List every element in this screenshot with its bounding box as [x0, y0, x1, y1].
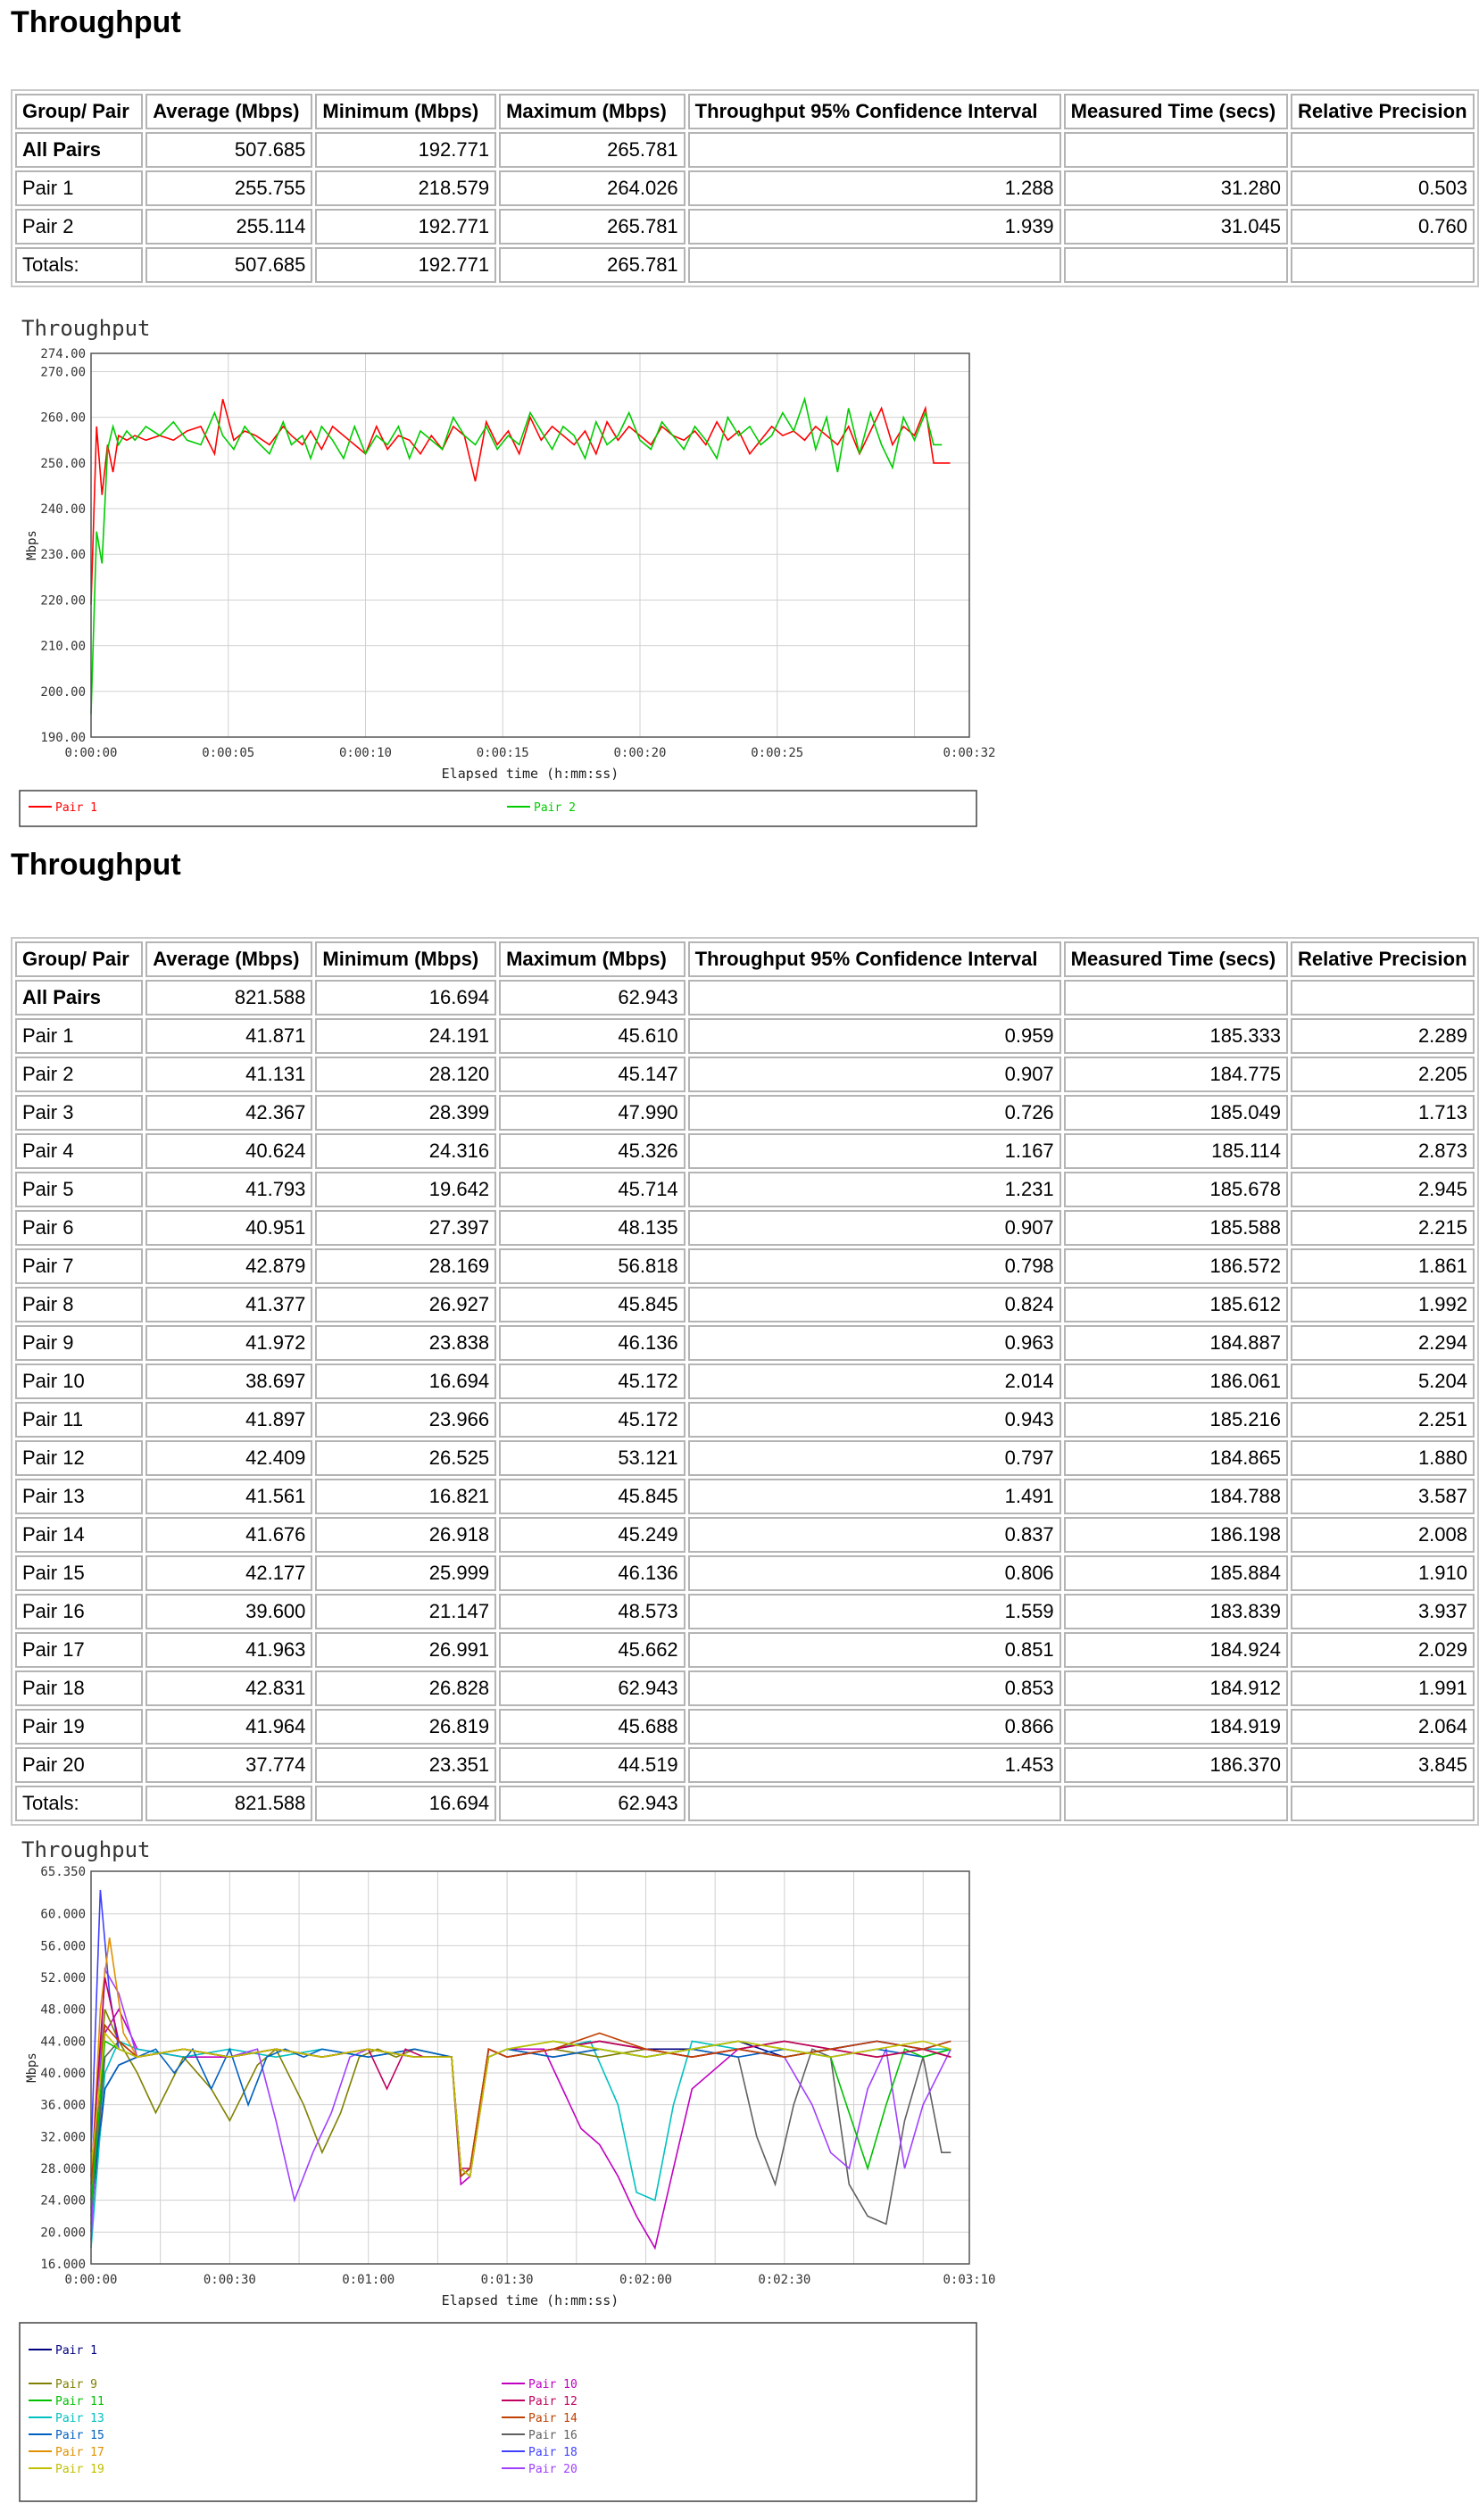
table-cell: 0.866: [688, 1709, 1061, 1745]
table-cell: 45.172: [499, 1364, 685, 1399]
legend-label: Pair 10: [528, 2378, 577, 2392]
y-tick-label: 28.000: [40, 2162, 86, 2177]
table-cell: 38.697: [145, 1364, 312, 1399]
row-label: Pair 14: [15, 1517, 143, 1553]
y-axis-label: Mbps: [25, 2052, 39, 2083]
column-header: Minimum (Mbps): [315, 941, 496, 977]
table-cell: 41.897: [145, 1402, 312, 1438]
table-cell: 186.061: [1064, 1364, 1288, 1399]
table-cell: 42.831: [145, 1670, 312, 1706]
table-cell: 2.064: [1291, 1709, 1475, 1745]
column-header: Relative Precision: [1291, 94, 1475, 129]
y-tick-label: 200.00: [40, 684, 86, 700]
table-cell: 1.559: [688, 1594, 1061, 1629]
table-cell: 0.907: [688, 1057, 1061, 1092]
table-cell: 41.793: [145, 1172, 312, 1207]
x-tick-label: 0:00:00: [64, 2273, 118, 2287]
table-cell: 192.771: [315, 209, 496, 245]
table-cell: 0.806: [688, 1555, 1061, 1591]
row-label: Pair 3: [15, 1095, 143, 1131]
table-cell: 1.939: [688, 209, 1061, 245]
x-tick-label: 0:02:30: [758, 2273, 811, 2287]
y-tick-label: 250.00: [40, 456, 86, 471]
table-row: [15, 247, 1475, 283]
table-cell: 45.147: [499, 1057, 685, 1092]
table-cell: 2.029: [1291, 1632, 1475, 1668]
x-tick-label: 0:00:10: [338, 746, 393, 760]
table-row: [15, 1594, 1475, 1629]
x-tick-label: 0:00:20: [613, 746, 667, 760]
x-tick-label: 0:02:00: [619, 2273, 672, 2287]
table-cell: 2.873: [1291, 1133, 1475, 1169]
legend-box: [20, 791, 976, 826]
table-cell: 185.884: [1064, 1555, 1288, 1591]
row-label: Pair 18: [15, 1670, 143, 1706]
table-cell: 186.198: [1064, 1517, 1288, 1553]
table-cell: 28.120: [315, 1057, 496, 1092]
table-cell: 44.519: [499, 1747, 685, 1783]
legend-label: Pair 14: [528, 2412, 577, 2425]
y-tick-label: 48.000: [40, 2002, 86, 2018]
x-axis-label: Elapsed time (h:mm:ss): [441, 2292, 619, 2309]
table-cell: 185.333: [1064, 1018, 1288, 1054]
table-cell: [1291, 980, 1475, 1015]
table-cell: 0.824: [688, 1287, 1061, 1322]
y-tick-label: 210.00: [40, 639, 86, 654]
table-row: [15, 1210, 1475, 1246]
table-cell: 41.377: [145, 1287, 312, 1322]
column-header: Group/ Pair: [15, 94, 143, 129]
table-cell: 46.136: [499, 1555, 685, 1591]
table-cell: 42.409: [145, 1440, 312, 1476]
table-cell: 185.678: [1064, 1172, 1288, 1207]
table-cell: 5.204: [1291, 1364, 1475, 1399]
row-label: Pair 16: [15, 1594, 143, 1629]
table-cell: [1291, 1786, 1475, 1821]
table-cell: 45.610: [499, 1018, 685, 1054]
table-cell: 0.797: [688, 1440, 1061, 1476]
chart-title: Throughput: [21, 316, 151, 341]
table-row: [15, 1172, 1475, 1207]
legend-box: [20, 2323, 976, 2501]
table-cell: 16.694: [315, 1786, 496, 1821]
column-header: Measured Time (secs): [1064, 941, 1288, 977]
table-cell: 21.147: [315, 1594, 496, 1629]
table-cell: 31.280: [1064, 170, 1288, 206]
x-tick-label: 0:00:15: [476, 746, 529, 760]
table-cell: 1.453: [688, 1747, 1061, 1783]
table-cell: 2.945: [1291, 1172, 1475, 1207]
row-label: Pair 11: [15, 1402, 143, 1438]
table-cell: [1064, 1786, 1288, 1821]
table-cell: 45.714: [499, 1172, 685, 1207]
legend-label: Pair 20: [528, 2463, 577, 2476]
y-tick-label: 56.000: [40, 1939, 86, 1954]
table-row: [15, 1747, 1475, 1783]
y-tick-label: 20.000: [40, 2226, 86, 2241]
table-cell: 1.713: [1291, 1095, 1475, 1131]
table-row: [15, 980, 1475, 1015]
table-cell: 0.503: [1291, 170, 1475, 206]
table-cell: 185.114: [1064, 1133, 1288, 1169]
table-cell: 45.172: [499, 1402, 685, 1438]
table-cell: 45.688: [499, 1709, 685, 1745]
table-cell: 2.289: [1291, 1018, 1475, 1054]
table-cell: 56.818: [499, 1248, 685, 1284]
table-cell: 45.845: [499, 1479, 685, 1514]
y-tick-label: 65.350: [40, 1865, 86, 1879]
legend-label: Pair 18: [528, 2446, 577, 2459]
table-cell: 42.177: [145, 1555, 312, 1591]
row-label: Pair 15: [15, 1555, 143, 1591]
y-axis-label: Mbps: [25, 530, 39, 560]
table-cell: 3.937: [1291, 1594, 1475, 1629]
x-tick-label: 0:01:00: [342, 2273, 395, 2287]
table-cell: 185.588: [1064, 1210, 1288, 1246]
x-tick-label: 0:03:10: [943, 2273, 996, 2287]
table-cell: [688, 247, 1061, 283]
table-cell: 1.167: [688, 1133, 1061, 1169]
table-row: [15, 1018, 1475, 1054]
row-label: Pair 2: [15, 1057, 143, 1092]
table-cell: 184.865: [1064, 1440, 1288, 1476]
legend-label: Pair 16: [528, 2429, 577, 2442]
column-header: Maximum (Mbps): [499, 941, 685, 977]
table-cell: [1064, 247, 1288, 283]
section-1-heading: Throughput: [11, 5, 181, 39]
table-cell: 186.370: [1064, 1747, 1288, 1783]
table-cell: 26.991: [315, 1632, 496, 1668]
y-tick-label: 274.00: [40, 347, 86, 361]
table-cell: 0.943: [688, 1402, 1061, 1438]
x-tick-label: 0:00:30: [203, 2273, 256, 2287]
table-cell: [1064, 132, 1288, 168]
table-cell: 186.572: [1064, 1248, 1288, 1284]
table-cell: 0.798: [688, 1248, 1061, 1284]
table-cell: 1.288: [688, 170, 1061, 206]
row-label: Pair 19: [15, 1709, 143, 1745]
table-cell: 0.726: [688, 1095, 1061, 1131]
table-cell: 265.781: [499, 132, 685, 168]
table-cell: 2.008: [1291, 1517, 1475, 1553]
table-cell: 24.191: [315, 1018, 496, 1054]
table-cell: 184.775: [1064, 1057, 1288, 1092]
table-cell: [1064, 980, 1288, 1015]
table-cell: 218.579: [315, 170, 496, 206]
table-cell: 2.294: [1291, 1325, 1475, 1361]
table-row: [15, 1670, 1475, 1706]
legend-label: Pair 17: [55, 2446, 104, 2459]
table-cell: 45.249: [499, 1517, 685, 1553]
row-label: Pair 8: [15, 1287, 143, 1322]
table-cell: 507.685: [145, 247, 312, 283]
table-cell: 265.781: [499, 247, 685, 283]
table-cell: 0.851: [688, 1632, 1061, 1668]
table-cell: 183.839: [1064, 1594, 1288, 1629]
section-2-heading: Throughput: [11, 848, 181, 882]
table-row: [15, 132, 1475, 168]
table-cell: 0.760: [1291, 209, 1475, 245]
table-cell: 16.821: [315, 1479, 496, 1514]
table-cell: 185.216: [1064, 1402, 1288, 1438]
table-cell: 184.912: [1064, 1670, 1288, 1706]
table-cell: 28.169: [315, 1248, 496, 1284]
table-cell: 184.788: [1064, 1479, 1288, 1514]
x-tick-label: 0:00:32: [943, 746, 996, 760]
y-tick-label: 24.000: [40, 2193, 86, 2209]
y-tick-label: 44.000: [40, 2035, 86, 2050]
table-row: [15, 1402, 1475, 1438]
y-tick-label: 32.000: [40, 2130, 86, 2145]
legend-label: Pair 9: [55, 2378, 97, 2392]
table-row: [15, 1248, 1475, 1284]
x-tick-label: 0:00:25: [751, 746, 804, 760]
row-label: Pair 4: [15, 1133, 143, 1169]
legend-label: Pair 12: [528, 2395, 577, 2408]
table-row: [15, 1325, 1475, 1361]
table-cell: 26.525: [315, 1440, 496, 1476]
y-tick-label: 270.00: [40, 365, 86, 380]
table-cell: 255.755: [145, 170, 312, 206]
table-cell: 42.367: [145, 1095, 312, 1131]
row-label: Pair 6: [15, 1210, 143, 1246]
table-cell: 265.781: [499, 209, 685, 245]
table-cell: 821.588: [145, 980, 312, 1015]
row-label: Pair 12: [15, 1440, 143, 1476]
table-cell: [1291, 247, 1475, 283]
table-cell: 3.587: [1291, 1479, 1475, 1514]
table-cell: 1.491: [688, 1479, 1061, 1514]
table-cell: 192.771: [315, 132, 496, 168]
table-cell: 0.837: [688, 1517, 1061, 1553]
table-cell: 40.624: [145, 1133, 312, 1169]
throughput-table-2: [11, 937, 1479, 1826]
table-header-row: [15, 94, 1475, 129]
chart-title: Throughput: [21, 1837, 151, 1862]
table-cell: 62.943: [499, 1670, 685, 1706]
table-cell: [688, 980, 1061, 1015]
table-row: [15, 209, 1475, 245]
legend-label: Pair 15: [55, 2429, 104, 2442]
row-label: Pair 2: [15, 209, 143, 245]
row-label: Pair 1: [15, 1018, 143, 1054]
table-cell: 41.561: [145, 1479, 312, 1514]
table-cell: 48.135: [499, 1210, 685, 1246]
y-tick-label: 36.000: [40, 2098, 86, 2113]
row-label: Pair 1: [15, 170, 143, 206]
x-tick-label: 0:00:00: [64, 746, 118, 760]
table-cell: 26.828: [315, 1670, 496, 1706]
row-label: All Pairs: [15, 980, 143, 1015]
y-tick-label: 60.000: [40, 1907, 86, 1922]
table-cell: 48.573: [499, 1594, 685, 1629]
table-cell: 264.026: [499, 170, 685, 206]
table-cell: 1.910: [1291, 1555, 1475, 1591]
table-row: [15, 1364, 1475, 1399]
throughput-table-1: [11, 89, 1479, 287]
column-header: Group/ Pair: [15, 941, 143, 977]
plot-area: [91, 1871, 969, 2264]
table-cell: 19.642: [315, 1172, 496, 1207]
table-cell: 45.845: [499, 1287, 685, 1322]
table-header-row: [15, 941, 1475, 977]
table-cell: 46.136: [499, 1325, 685, 1361]
column-header: Average (Mbps): [145, 941, 312, 977]
column-header: Minimum (Mbps): [315, 94, 496, 129]
row-label: Pair 13: [15, 1479, 143, 1514]
table-cell: 26.918: [315, 1517, 496, 1553]
table-cell: 0.959: [688, 1018, 1061, 1054]
y-tick-label: 190.00: [40, 731, 86, 745]
table-cell: 41.964: [145, 1709, 312, 1745]
legend-label: Pair 19: [55, 2463, 104, 2476]
table-cell: 42.879: [145, 1248, 312, 1284]
table-cell: 16.694: [315, 980, 496, 1015]
table-cell: 2.215: [1291, 1210, 1475, 1246]
table-row: [15, 1786, 1475, 1821]
table-cell: 184.919: [1064, 1709, 1288, 1745]
legend-label: Pair 1: [55, 801, 97, 815]
table-cell: 27.397: [315, 1210, 496, 1246]
table-cell: 1.231: [688, 1172, 1061, 1207]
y-tick-label: 52.000: [40, 1971, 86, 1986]
row-label: Pair 7: [15, 1248, 143, 1284]
table-cell: 2.205: [1291, 1057, 1475, 1092]
table-cell: 3.845: [1291, 1747, 1475, 1783]
table-cell: 23.838: [315, 1325, 496, 1361]
table-cell: 25.999: [315, 1555, 496, 1591]
table-row: [15, 1440, 1475, 1476]
table-row: [15, 1555, 1475, 1591]
table-cell: [688, 132, 1061, 168]
table-cell: 0.907: [688, 1210, 1061, 1246]
x-tick-label: 0:01:30: [480, 2273, 534, 2287]
table-cell: 62.943: [499, 980, 685, 1015]
column-header: Measured Time (secs): [1064, 94, 1288, 129]
table-cell: 47.990: [499, 1095, 685, 1131]
table-cell: 26.819: [315, 1709, 496, 1745]
column-header: Average (Mbps): [145, 94, 312, 129]
table-cell: 184.887: [1064, 1325, 1288, 1361]
table-cell: 821.588: [145, 1786, 312, 1821]
column-header: Throughput 95% Confidence Interval: [688, 94, 1061, 129]
y-tick-label: 16.000: [40, 2258, 86, 2272]
table-cell: 16.694: [315, 1364, 496, 1399]
legend-label: Pair 13: [55, 2412, 104, 2425]
row-label: Totals:: [15, 247, 143, 283]
table-row: [15, 1133, 1475, 1169]
table-row: [15, 1479, 1475, 1514]
plot-area: [91, 353, 969, 737]
y-tick-label: 260.00: [40, 410, 86, 426]
row-label: Totals:: [15, 1786, 143, 1821]
table-cell: 37.774: [145, 1747, 312, 1783]
row-label: Pair 17: [15, 1632, 143, 1668]
table-cell: 255.114: [145, 209, 312, 245]
table-cell: 41.676: [145, 1517, 312, 1553]
table-cell: 1.880: [1291, 1440, 1475, 1476]
table-row: [15, 1095, 1475, 1131]
throughput-chart-2: [11, 1834, 996, 2512]
table-cell: 24.316: [315, 1133, 496, 1169]
table-cell: 23.966: [315, 1402, 496, 1438]
table-cell: 41.963: [145, 1632, 312, 1668]
table-cell: 2.251: [1291, 1402, 1475, 1438]
table-cell: 184.924: [1064, 1632, 1288, 1668]
table-row: [15, 1632, 1475, 1668]
y-tick-label: 230.00: [40, 548, 86, 563]
table-row: [15, 1287, 1475, 1322]
table-cell: 2.014: [688, 1364, 1061, 1399]
table-cell: 62.943: [499, 1786, 685, 1821]
legend-label: Pair 11: [55, 2395, 104, 2408]
table-cell: 40.951: [145, 1210, 312, 1246]
table-cell: 1.861: [1291, 1248, 1475, 1284]
row-label: Pair 20: [15, 1747, 143, 1783]
table-cell: [1291, 132, 1475, 168]
row-label: Pair 9: [15, 1325, 143, 1361]
table-cell: 31.045: [1064, 209, 1288, 245]
table-cell: 192.771: [315, 247, 496, 283]
row-label: Pair 5: [15, 1172, 143, 1207]
table-cell: 0.963: [688, 1325, 1061, 1361]
table-cell: 26.927: [315, 1287, 496, 1322]
y-tick-label: 240.00: [40, 502, 86, 518]
table-cell: 185.049: [1064, 1095, 1288, 1131]
y-tick-label: 40.000: [40, 2067, 86, 2082]
x-tick-label: 0:00:05: [202, 746, 255, 760]
x-axis-label: Elapsed time (h:mm:ss): [441, 766, 619, 782]
table-row: [15, 1057, 1475, 1092]
table-row: [15, 1709, 1475, 1745]
row-label: All Pairs: [15, 132, 143, 168]
legend-label: Pair 2: [534, 801, 576, 815]
table-cell: [688, 1786, 1061, 1821]
column-header: Maximum (Mbps): [499, 94, 685, 129]
table-cell: 23.351: [315, 1747, 496, 1783]
row-label: Pair 10: [15, 1364, 143, 1399]
table-cell: 53.121: [499, 1440, 685, 1476]
table-cell: 45.326: [499, 1133, 685, 1169]
table-cell: 41.972: [145, 1325, 312, 1361]
table-row: [15, 1517, 1475, 1553]
table-cell: 41.131: [145, 1057, 312, 1092]
table-cell: 0.853: [688, 1670, 1061, 1706]
table-cell: 45.662: [499, 1632, 685, 1668]
column-header: Throughput 95% Confidence Interval: [688, 941, 1061, 977]
table-cell: 41.871: [145, 1018, 312, 1054]
table-cell: 185.612: [1064, 1287, 1288, 1322]
y-tick-label: 220.00: [40, 593, 86, 609]
table-cell: 1.991: [1291, 1670, 1475, 1706]
legend-label: Pair 1: [55, 2344, 97, 2358]
column-header: Relative Precision: [1291, 941, 1475, 977]
table-cell: 39.600: [145, 1594, 312, 1629]
table-cell: 1.992: [1291, 1287, 1475, 1322]
table-cell: 507.685: [145, 132, 312, 168]
table-row: [15, 170, 1475, 206]
table-cell: 28.399: [315, 1095, 496, 1131]
